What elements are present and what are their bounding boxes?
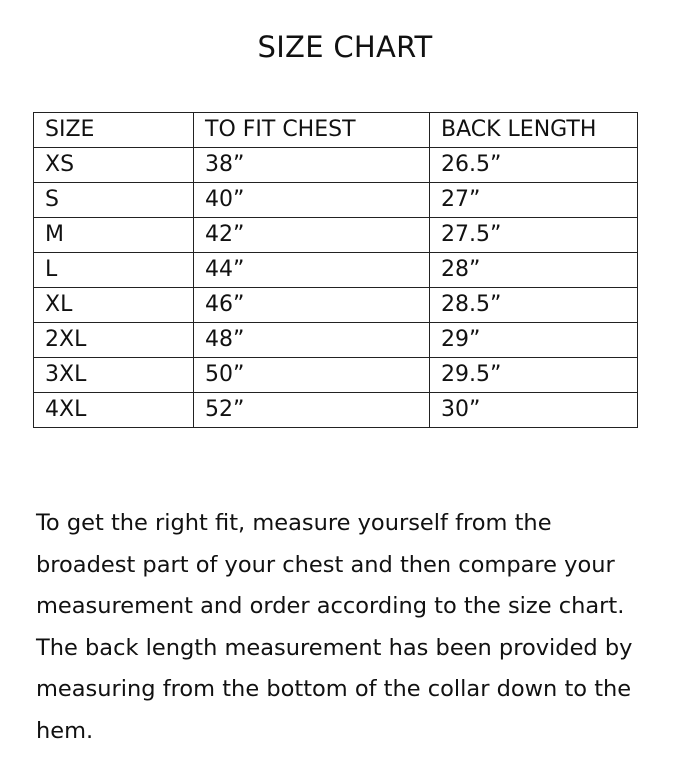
page-title: SIZE CHART (257, 30, 433, 64)
table-row (34, 323, 638, 358)
fit-instructions (36, 503, 676, 753)
column-header-to-fit-chest: TO FIT CHEST (194, 113, 430, 148)
column-header-back-length: BACK LENGTH (430, 113, 638, 148)
size-cell: 4XL (34, 393, 194, 428)
instruction-line: hem. (36, 717, 94, 744)
instruction-line: measuring from the bottom of the collar down to the (36, 676, 632, 703)
chest-cell: 42” (194, 218, 430, 253)
instruction-line: broadest part of your chest and then compare your (36, 551, 615, 578)
table-header-row (34, 113, 638, 148)
back-length-cell: 28” (430, 253, 638, 288)
instruction-line: To get the right fit, measure yourself from the (36, 510, 552, 536)
table-row (34, 393, 638, 428)
size-chart-table (33, 112, 638, 428)
size-cell: XL (34, 288, 194, 323)
chest-cell: 38” (194, 148, 430, 183)
chest-cell: 50” (194, 358, 430, 393)
chest-cell: 40” (194, 183, 430, 218)
table-row (34, 183, 638, 218)
size-cell: M (34, 218, 194, 253)
chest-cell: 48” (194, 323, 430, 358)
table-row (34, 148, 638, 183)
chest-cell: 46” (194, 288, 430, 323)
size-cell: XS (34, 148, 194, 183)
chest-cell: 44” (194, 253, 430, 288)
back-length-cell: 29.5” (430, 358, 638, 393)
table-row (34, 358, 638, 393)
size-cell: 2XL (34, 323, 194, 358)
back-length-cell: 30” (430, 393, 638, 428)
instruction-line: measurement and order according to the size chart. (36, 593, 625, 620)
back-length-cell: 26.5” (430, 148, 638, 183)
size-cell: S (34, 183, 194, 218)
table-row (34, 218, 638, 253)
back-length-cell: 29” (430, 323, 638, 358)
back-length-cell: 27.5” (430, 218, 638, 253)
back-length-cell: 28.5” (430, 288, 638, 323)
size-cell: 3XL (34, 358, 194, 393)
back-length-cell: 27” (430, 183, 638, 218)
size-cell: L (34, 253, 194, 288)
instruction-line: The back length measurement has been provided by (36, 634, 633, 661)
column-header-size: SIZE (34, 113, 194, 148)
table-row (34, 288, 638, 323)
table-row (34, 253, 638, 288)
chest-cell: 52” (194, 393, 430, 428)
